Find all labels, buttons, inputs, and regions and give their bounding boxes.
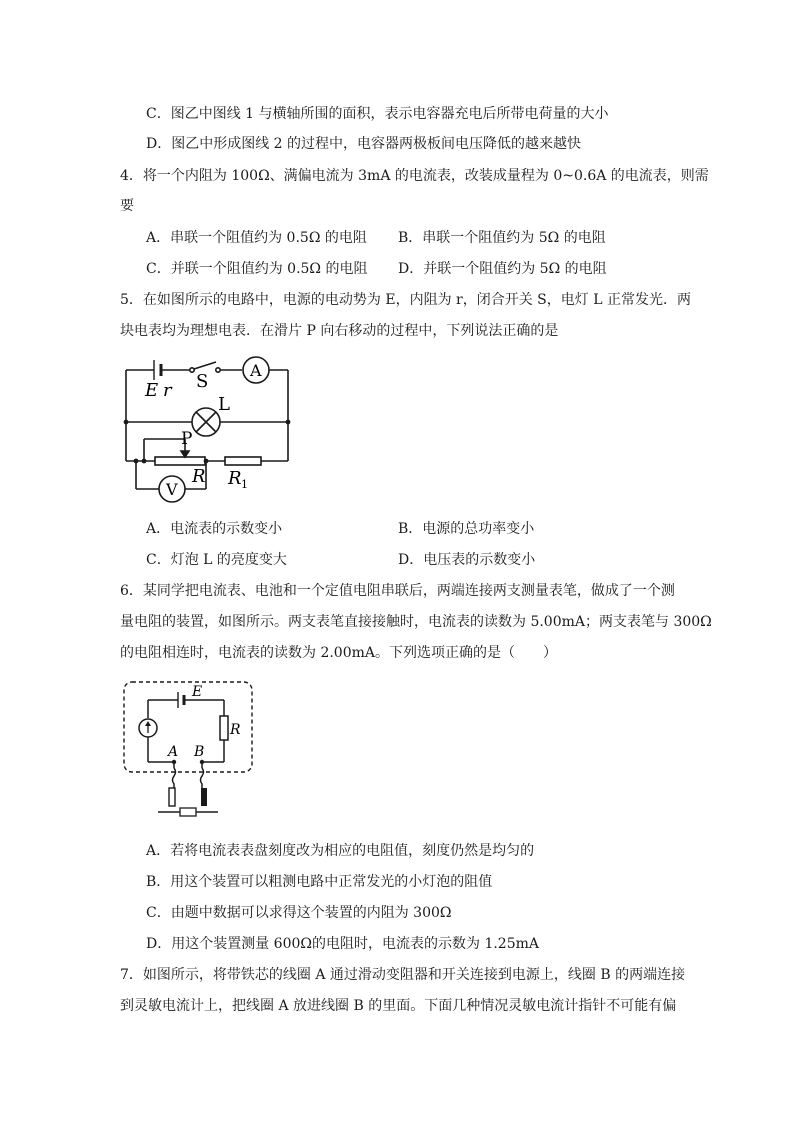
voltmeter-icon: V bbox=[166, 480, 178, 499]
q4-option-d: D．并联一个阻值约为 5Ω 的电阻 bbox=[398, 261, 607, 277]
q6-stem-line3: 的电阻相连时，电流表的读数为 2.00mA。下列选项正确的是（ ） bbox=[120, 645, 558, 661]
q5-stem-line1: 5．在如图所示的电路中，电源的电动势为 E，内阻为 r，闭合开关 S，电灯 L 正常发光．两 bbox=[120, 292, 691, 308]
label-R1-subscript: 1 bbox=[241, 478, 248, 491]
terminal-label-B: B bbox=[194, 744, 205, 760]
device-label-R: R bbox=[230, 722, 241, 738]
q5-option-c: C．灯泡 L 的亮度变大 bbox=[146, 552, 287, 568]
label-E: E bbox=[145, 380, 159, 401]
label-R: R bbox=[192, 466, 206, 487]
device-label-E: E bbox=[192, 684, 203, 700]
ammeter-icon: A bbox=[250, 361, 262, 380]
q6-stem-line2: 量电阻的装置，如图所示。两支表笔直接接触时，电流表的读数为 5.00mA；两支表笔与 300Ω bbox=[120, 614, 712, 630]
q5-option-a: A．电流表的示数变小 bbox=[146, 521, 283, 537]
q4-stem-line1: 4．将一个内阻为 100Ω、满偏电流为 3mA 的电流表，改装成量程为 0~0.6A 的电流表，则需 bbox=[120, 168, 709, 184]
q7-stem-line1: 7．如图所示，将带铁芯的线圈 A 通过滑动变阻器和开关连接到电源上，线圈 B 的两端连接 bbox=[120, 967, 686, 983]
q7-stem-line2: 到灵敏电流计上，把线圈 A 放进线圈 B 的里面。下面几种情况灵敏电流计指针不可能有偏 bbox=[120, 998, 677, 1014]
q4-option-a: A．串联一个阻值约为 0.5Ω 的电阻 bbox=[146, 230, 367, 246]
label-R1: R bbox=[228, 468, 242, 489]
label-L: L bbox=[218, 394, 230, 415]
q4-option-b: B．串联一个阻值约为 5Ω 的电阻 bbox=[398, 230, 606, 246]
terminal-label-A: A bbox=[168, 744, 179, 760]
q6-option-c: C．由题中数据可以求得这个装置的内阻为 300Ω bbox=[146, 905, 452, 921]
q5-option-d: D．电压表的示数变小 bbox=[398, 552, 536, 568]
label-P: P bbox=[181, 429, 193, 449]
q5-option-b: B．电源的总功率变小 bbox=[398, 521, 535, 537]
q6-option-a: A．若将电流表表盘刻度改为相应的电阻值，刻度仍然是均匀的 bbox=[146, 843, 535, 859]
q6-option-d: D．用这个装置测量 600Ω的电阻时，电流表的示数为 1.25mA bbox=[146, 936, 540, 952]
q6-device-diagram bbox=[118, 676, 260, 826]
q4-option-c: C．并联一个阻值约为 0.5Ω 的电阻 bbox=[146, 261, 368, 277]
label-S: S bbox=[196, 371, 209, 392]
q3-option-c: C．图乙中图线 1 与横轴所围的面积，表示电容器充电后所带电荷量的大小 bbox=[146, 106, 609, 122]
label-r: r bbox=[163, 380, 172, 401]
q3-option-d: D．图乙中形成图线 2 的过程中，电容器两极板间电压降低的越来越快 bbox=[146, 136, 582, 152]
q6-option-b: B．用这个装置可以粗测电路中正常发光的小灯泡的阻值 bbox=[146, 874, 493, 890]
q5-stem-line2: 块电表均为理想电表．在滑片 P 向右移动的过程中，下列说法正确的是 bbox=[120, 323, 559, 339]
q6-stem-line1: 6．某同学把电流表、电池和一个定值电阻串联后，两端连接两支测量表笔，做成了一个测 bbox=[120, 583, 675, 599]
q5-circuit-diagram bbox=[118, 350, 298, 510]
q4-stem-line2: 要 bbox=[120, 198, 134, 214]
